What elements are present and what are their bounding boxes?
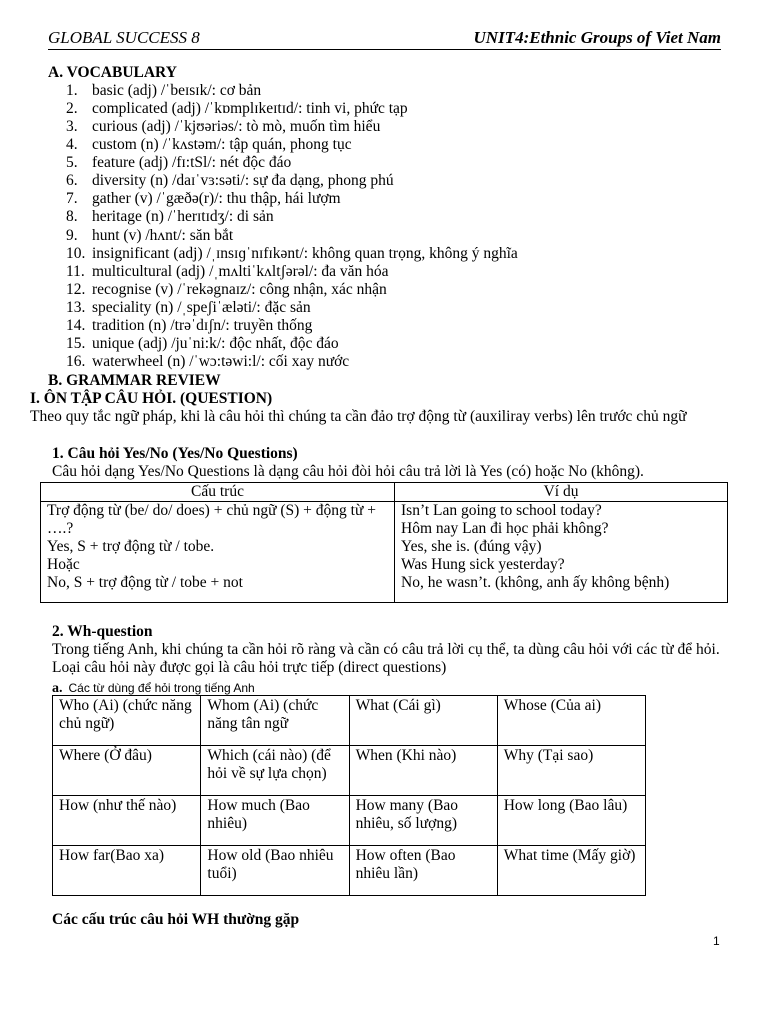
vocab-item: 1. basic (adj) /ˈbeɪsɪk/: cơ bản [66, 82, 262, 99]
vocab-item: 2. complicated (adj) /ˈkɒmplɪkeɪtɪd/: tinh vi, phức tạp [66, 100, 408, 118]
vocab-item: 9. hunt (v) /hʌnt/: săn bắt [66, 226, 234, 244]
section-i-heading: I. ÔN TẬP CÂU HỎI. (QUESTION) [30, 390, 273, 407]
table-row: How (như thế nào) How much (Bao nhiêu) How many (Bao nhiêu, số lượng) How long (Bao lâu) [53, 796, 646, 846]
grammar-intro: Theo quy tắc ngữ pháp, khi là câu hỏi thì chúng ta cần đảo trợ động từ (auxiliray verbs) lên trước chủ ngữ [30, 408, 687, 425]
vocab-item: 14. tradition (n) /trəˈdɪʃn/: truyền thống [66, 316, 313, 334]
table-row: Where (Ở đâu) Which (cái nào) (để hỏi về sự lựa chọn) When (Khi nào) Why (Tại sao) [53, 746, 646, 796]
vocab-item: 11. multicultural (adj) /ˌmʌltiˈkʌltʃərəl/: đa văn hóa [66, 262, 389, 280]
example-cell: Isn’t Lan going to school today? Hôm nay Lan đi học phải không? Yes, she is. (đúng vậy) Was Hung sick yesterday? No, he wasn’t. (không, anh ấy không bệnh) [395, 502, 728, 603]
vocab-item: 15. unique (adj) /juˈni:k/: độc nhất, độc đáo [66, 334, 339, 352]
structure-cell: Trợ động từ (be/ do/ does) + chủ ngữ (S) + động từ + ….? Yes, S + trợ động từ / tobe. Hoặc No, S + trợ động từ / tobe + not [41, 502, 395, 603]
vocab-item: 13. speciality (n) /ˌspeʃiˈæləti/: đặc sản [66, 298, 311, 316]
vocab-item: 7. gather (v) /ˈgæðə(r)/: thu thập, hái lượm [66, 190, 341, 208]
wh-subheading: a. Các từ dùng để hỏi trong tiếng Anh [52, 681, 255, 696]
header-unit-title: UNIT4:Ethnic Groups of Viet Nam [473, 28, 721, 47]
vocab-item: 12. recognise (v) /ˈrekəgnaɪz/: công nhận, xác nhận [66, 280, 387, 298]
vocab-item: 8. heritage (n) /ˈherɪtɪdʒ/: di sản [66, 208, 274, 226]
vocab-item: 6. diversity (n) /daɪˈvɜ:səti/: sự đa dạng, phong phú [66, 172, 394, 190]
vocab-item: 4. custom (n) /ˈkʌstəm/: tập quán, phong tục [66, 136, 352, 154]
vocab-item: 16. waterwheel (n) /ˈwɔ:təwi:l/: cối xay nước [66, 352, 350, 370]
yesno-table [40, 482, 728, 603]
yesno-heading: 1. Câu hỏi Yes/No (Yes/No Questions) [52, 445, 298, 462]
yesno-description: Câu hỏi dạng Yes/No Questions là dạng câu hỏi đòi hỏi câu trả lời là Yes (có) hoặc No (không). [52, 463, 644, 480]
header-book-title: GLOBAL SUCCESS 8 [48, 28, 200, 47]
vocab-item: 3. curious (adj) /ˈkjʊəriəs/: tò mò, muốn tìm hiểu [66, 118, 381, 136]
section-b-heading: B. GRAMMAR REVIEW [48, 372, 221, 389]
vocabulary-list [66, 82, 518, 371]
page-number: 1 [713, 934, 720, 948]
wh-heading: 2. Wh-question [52, 623, 153, 640]
table-row: How far(Bao xa) How old (Bao nhiêu tuổi) How often (Bao nhiêu lần) What time (Mấy giờ) [53, 846, 646, 896]
table-row: Who (Ai) (chức năng chủ ngữ) Whom (Ai) (chức năng tân ngữ What (Cái gì) Whose (Của ai) [53, 696, 646, 746]
wh-description: Trong tiếng Anh, khi chúng ta cần hỏi rõ ràng và cần có câu trả lời cụ thể, ta dùng câu hỏi với các từ để hỏi. Loại câu hỏi này được gọi là câu hỏi trực tiếp (direct questions) [52, 641, 720, 676]
section-a-heading: A. VOCABULARY [48, 64, 177, 81]
example-header: Ví dụ [395, 483, 728, 502]
wh-structures-heading: Các cấu trúc câu hỏi WH thường gặp [52, 911, 300, 928]
question-words-table [52, 695, 646, 896]
page-header [48, 27, 721, 50]
vocab-item: 10. insignificant (adj) /ˌɪnsɪɡˈnɪfɪkənt/: không quan trọng, không ý nghĩa [66, 244, 518, 262]
vocab-item: 5. feature (adj) /fɪ:tSl/: nét độc đáo [66, 154, 292, 172]
structure-header: Cấu trúc [41, 483, 395, 502]
